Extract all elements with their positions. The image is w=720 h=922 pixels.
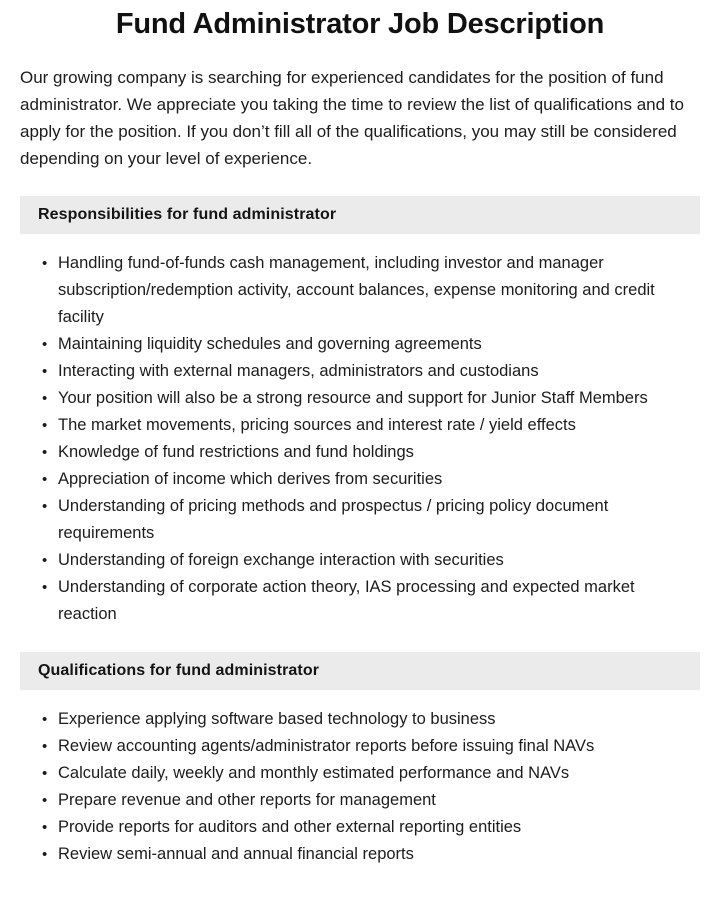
list-item: • Review accounting agents/administrator reports before issuing final NAVs bbox=[58, 733, 700, 760]
list-item: • Calculate daily, weekly and monthly estimated performance and NAVs bbox=[58, 760, 700, 787]
list-item: • Review semi-annual and annual financial reports bbox=[58, 841, 700, 868]
list-item: • Knowledge of fund restrictions and fund holdings bbox=[58, 439, 700, 466]
list-item: • Understanding of pricing methods and prospectus / pricing policy document requirements bbox=[58, 493, 700, 547]
intro-paragraph: Our growing company is searching for experienced candidates for the position of fund administrator. We appreciate you taking the time to review the list of qualifications and to apply for the position. If you don’t fill all of the qualifications, you may still be considered depending on your level of experience. bbox=[20, 68, 684, 168]
list-item: • Experience applying software based technology to business bbox=[58, 706, 700, 733]
list-item: • Prepare revenue and other reports for management bbox=[58, 787, 700, 814]
responsibilities-list bbox=[20, 250, 700, 628]
section-heading-label: Qualifications for fund administrator bbox=[38, 662, 320, 679]
list-item: • Handling fund-of-funds cash management, including investor and manager subscription/redemption activity, account balances, expense monitoring and credit facility bbox=[58, 250, 700, 331]
list-item: • Understanding of corporate action theory, IAS processing and expected market reaction bbox=[58, 574, 700, 628]
list-item: • Appreciation of income which derives from securities bbox=[58, 466, 700, 493]
section-header-responsibilities bbox=[20, 196, 700, 234]
section-heading-label: Responsibilities for fund administrator bbox=[38, 206, 337, 223]
page-title: Fund Administrator Job Description bbox=[115, 8, 605, 40]
section-header-qualifications bbox=[20, 652, 700, 690]
list-item: • Maintaining liquidity schedules and governing agreements bbox=[58, 331, 700, 358]
list-item: • Understanding of foreign exchange interaction with securities bbox=[58, 547, 700, 574]
list-item: • Provide reports for auditors and other external reporting entities bbox=[58, 814, 700, 841]
list-item: • The market movements, pricing sources and interest rate / yield effects bbox=[58, 412, 700, 439]
list-item: • Interacting with external managers, administrators and custodians bbox=[58, 358, 700, 385]
list-item: • Your position will also be a strong resource and support for Junior Staff Members bbox=[58, 385, 700, 412]
qualifications-list bbox=[20, 706, 700, 868]
